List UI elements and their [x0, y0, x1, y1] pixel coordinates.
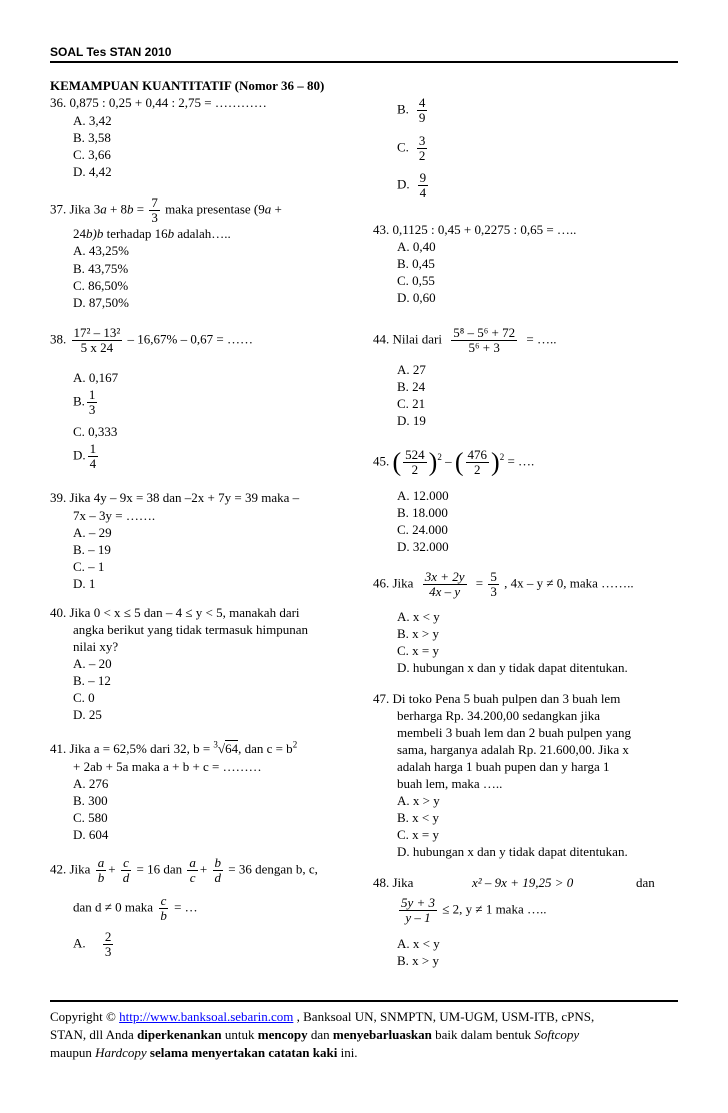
q38-stem: 38. $\frac{\text{17² – 13²}}{5 x 24}$ – 16,67% – 0,67 = ……: [50, 325, 253, 355]
q36-stem: 36. 0,875 : 0,25 + 0,44 : 2,75 = …………: [50, 95, 267, 110]
q36-option-c: C. 3,66: [73, 147, 111, 162]
q46-option-d: D. hubungan x dan y tidak dapat ditentukan.: [397, 660, 628, 675]
q43-option-a: A. 0,40: [397, 239, 436, 254]
cube-root-symbol: $^3$√64: [213, 739, 239, 756]
q41-stem-line2: + 2ab + 5a maka a + b + c = ………: [73, 759, 262, 774]
section-title: KEMAMPUAN KUANTITATIF (Nomor 36 – 80): [50, 78, 325, 93]
q47-stem-line4: sama, harganya adalah Rp. 21.600,00. Jika x: [397, 742, 629, 757]
q46-option-a: A. x < y: [397, 609, 440, 624]
q40-option-d: D. 25: [73, 707, 102, 722]
q43-stem: 43. 0,1125 : 0,45 + 0,2275 : 0,65 = …..: [373, 222, 577, 237]
q38-option-a: A. 0,167: [73, 370, 119, 385]
q41-option-b: B. 300: [73, 793, 108, 808]
q45-option-c: C. 24.000: [397, 522, 448, 537]
q48-dan: dan: [636, 875, 655, 890]
q48-inequality: x² – 9x + 19,25 > 0: [472, 875, 574, 890]
q46-stem: 46. Jika $\frac{3x + 2y}{4x - y}$ = $\frac{5}{3}$ , 4x – y ≠ 0, maka ……..: [373, 569, 634, 599]
q43-option-c: C. 0,55: [397, 273, 435, 288]
q44-stem: 44. Nilai dari $\frac{\text{5⁸ – 5⁶ + 72}}{\text{5⁶ + 3}}$ = …..: [373, 325, 557, 355]
q45-option-b: B. 18.000: [397, 505, 448, 520]
q38-option-c: C. 0,333: [73, 424, 118, 439]
q37-fraction: $\frac{7}{3}$: [151, 195, 158, 225]
q44-option-d: D. 19: [397, 413, 426, 428]
q47-option-d: D. hubungan x dan y tidak dapat ditentukan.: [397, 844, 628, 859]
q39-option-a: A. – 29: [73, 525, 112, 540]
q40-stem: 40. Jika 0 < x ≤ 5 dan – 4 ≤ y < 5, manakah dari: [50, 605, 300, 620]
q43-option-b: B. 0,45: [397, 256, 435, 271]
q44-option-a: A. 27: [397, 362, 426, 377]
q47-option-b: B. x < y: [397, 810, 440, 825]
q40-option-a: A. – 20: [73, 656, 112, 671]
q38-option-d: D. $\frac{1}{4}$: [73, 441, 97, 471]
q42-option-b: B. $\frac{4}{9}$: [397, 95, 426, 125]
q47-option-a: A. x > y: [397, 793, 440, 808]
q40-option-b: B. – 12: [73, 673, 111, 688]
q38-option-b: B. $\frac{1}{3}$: [73, 387, 96, 417]
q36-option-a: A. 3,42: [73, 113, 112, 128]
q41-option-c: C. 580: [73, 810, 108, 825]
q40-stem-line2: angka berikut yang tidak termasuk himpunan: [73, 622, 309, 637]
q37-option-c: C. 86,50%: [73, 278, 129, 293]
header-title: SOAL Tes STAN 2010: [50, 45, 172, 59]
q42-option-a: A. $\frac{2}{3}$: [73, 929, 112, 959]
q39-stem: 39. Jika 4y – 9x = 38 dan –2x + 7y = 39 maka –: [50, 490, 300, 505]
q42-option-c: C. $\frac{3}{2}$: [397, 133, 426, 163]
q38-b-fraction: $\frac{1}{3}$: [88, 387, 96, 417]
q46-option-b: B. x > y: [397, 626, 440, 641]
footer-link[interactable]: http://www.banksoal.sebarin.com: [119, 1009, 294, 1024]
q47-stem-line1: 47. Di toko Pena 5 buah pulpen dan 3 buah lem: [373, 691, 621, 706]
q48-option-a: A. x < y: [397, 936, 440, 951]
q37-stem-line2: 24b)b terhadap 16b adalah…..: [73, 226, 231, 241]
q45-stem: 45. ( $\frac{524}{2}$ )$^2$ – ( $\frac{476}{2}$ )$^2$ = ….: [373, 447, 535, 477]
q44-option-b: B. 24: [397, 379, 426, 394]
q45-option-d: D. 32.000: [397, 539, 449, 554]
q47-stem-line5: adalah harga 1 buah pupen dan y harga 1: [397, 759, 610, 774]
q40-option-c: C. 0: [73, 690, 95, 705]
q39-option-b: B. – 19: [73, 542, 111, 557]
q42-stem-line2: dan d ≠ 0 maka $\frac{c}{b}$ = …: [73, 893, 198, 923]
q48-stem-line2: $\frac{5y + 3}{y - 1}$ ≤ 2, y ≠ 1 maka …..: [401, 895, 547, 925]
q48-stem: 48. Jika: [373, 875, 414, 890]
q47-stem-line6: buah lem, maka …..: [397, 776, 503, 791]
q47-stem-line3: membeli 3 buah lem dan 2 buah pulpen yang: [397, 725, 631, 740]
q37-stem: 37. Jika 3a + 8b = $\frac{7}{3}$ maka presentase (9a +: [50, 195, 282, 225]
q41-stem: 41. Jika a = 62,5% dari 32, b = $^3$√64, dan $c = b^2$: [50, 739, 298, 756]
q41-option-a: A. 276: [73, 776, 109, 791]
q47-stem-line2: berharga Rp. 34.200,00 sedangkan jika: [397, 708, 601, 723]
q38-d-fraction: $\frac{1}{4}$: [89, 441, 97, 471]
q36-option-d: D. 4,42: [73, 164, 112, 179]
q46-option-c: C. x = y: [397, 643, 440, 658]
q45-option-a: A. 12.000: [397, 488, 449, 503]
footer-copyright: Copyright © http://www.banksoal.sebarin.com , Banksoal UN, SNMPTN, UM-UGM, USM-ITB, cPNS, STAN, dll Anda diperkenankan untuk mencopy dan menyebarluaskan baik dalam bentuk Softcopy maupun Hardcopy selama menyertakan catatan kaki ini.: [50, 1009, 595, 1060]
q38-fraction: $\frac{\text{17² – 13²}}{5 x 24}$: [73, 325, 121, 355]
q37-option-a: A. 43,25%: [73, 243, 129, 258]
q41-option-d: D. 604: [73, 827, 109, 842]
q36-option-b: B. 3,58: [73, 130, 111, 145]
q40-stem-line3: nilai xy?: [73, 639, 119, 654]
q37-option-d: D. 87,50%: [73, 295, 129, 310]
q42-option-d: D. $\frac{9}{4}$: [397, 170, 427, 200]
q39-option-c: C. – 1: [73, 559, 105, 574]
q47-option-c: C. x = y: [397, 827, 440, 842]
q44-option-c: C. 21: [397, 396, 426, 411]
footer-rule: [50, 1000, 678, 1002]
q48-option-b: B. x > y: [397, 953, 440, 968]
q42-stem: 42. Jika $\frac{a}{b}$ + $\frac{c}{d}$ = 16 dan $\frac{a}{c}$ + $\frac{b}{d}$ = 36 dengan b, c,: [50, 855, 318, 885]
header-rule: [50, 61, 678, 63]
q43-option-d: D. 0,60: [397, 290, 436, 305]
q39-stem-line2: 7x – 3y = …….: [73, 508, 156, 523]
q39-option-d: D. 1: [73, 576, 96, 591]
q37-option-b: B. 43,75%: [73, 261, 129, 276]
